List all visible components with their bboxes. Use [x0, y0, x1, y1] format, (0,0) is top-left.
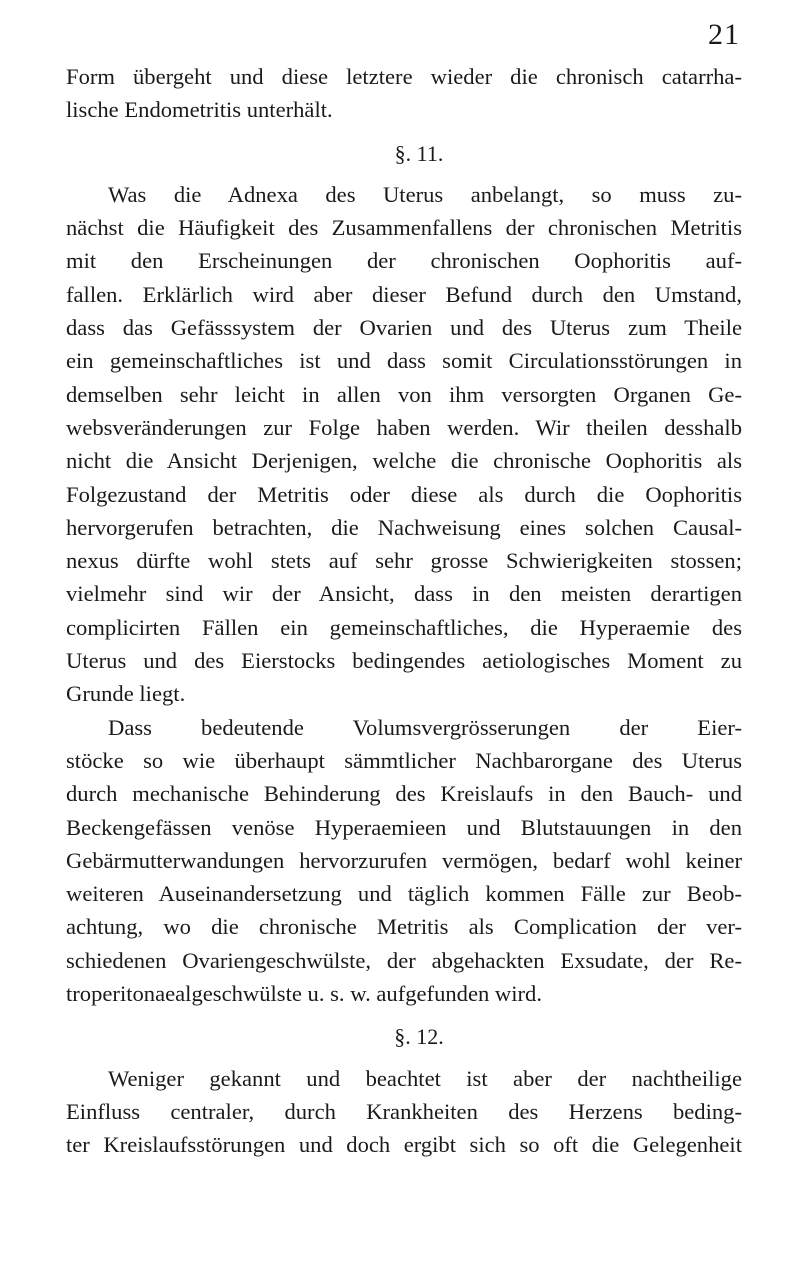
text-line: Form übergeht und diese letztere wieder die chronisch catarrha- [66, 64, 742, 89]
text-line: Folgezustand der Metritis oder diese als durch die Oophoritis [66, 481, 742, 507]
text-line: ein gemeinschaftliches ist und dass somit Circulationsstörungen in [66, 348, 742, 374]
text-line: achtung, wo die chronische Metritis als Complication der ver- [66, 914, 742, 940]
paragraph-intro [66, 60, 742, 127]
section-heading-11: §. 11. [394, 140, 444, 166]
text-line: nächst die Häufigkeit des Zusammenfallens der chronischen Metritis [66, 215, 742, 241]
text-line: Beckengefässen venöse Hyperaemieen und Blutstauungen in den [66, 814, 742, 840]
text-line: ter Kreislaufsstörungen und doch ergibt sich so oft die Gelegenheit [66, 1132, 742, 1158]
paragraph-11b [66, 711, 742, 1011]
text-line: schiedenen Ovariengeschwülste, der abgehackten Exsudate, der Re- [66, 947, 742, 973]
text-line: Grunde liegt. [66, 681, 186, 707]
text-line: Was die Adnexa des Uterus anbelangt, so muss zu- [108, 181, 742, 207]
text-line: Uterus und des Eierstocks bedingendes aetiologisches Moment zu [66, 648, 742, 674]
paragraph-12 [66, 1062, 742, 1162]
text-line: mit den Erscheinungen der chronischen Oophoritis auf- [66, 248, 742, 274]
paragraph-11a [66, 178, 742, 711]
text-line: dass das Gefässsystem der Ovarien und des Uterus zum Theile [66, 315, 742, 341]
text-line: fallen. Erklärlich wird aber dieser Befund durch den Umstand, [66, 281, 742, 307]
section-heading-12: §. 12. [394, 1024, 444, 1050]
text-line: weiteren Auseinandersetzung und täglich kommen Fälle zur Beob- [66, 881, 742, 907]
text-line: Gebärmutterwandungen hervorzurufen vermögen, bedarf wohl keiner [66, 847, 742, 873]
text-line: hervorgerufen betrachten, die Nachweisung eines solchen Causal- [66, 514, 742, 540]
text-line: stöcke so wie überhaupt sämmtlicher Nachbarorgane des Uterus [66, 747, 742, 773]
text-line: nexus dürfte wohl stets auf sehr grosse Schwierigkeiten stossen; [66, 548, 742, 574]
page-body [66, 60, 742, 1162]
page-number: 21 [708, 18, 740, 51]
text-line: nicht die Ansicht Derjenigen, welche die chronische Oophoritis als [66, 448, 742, 474]
text-line: websveränderungen zur Folge haben werden. Wir theilen desshalb [66, 414, 742, 440]
text-line: Dass bedeutende Volumsvergrösserungen der Eier- [108, 714, 742, 740]
text-line: demselben sehr leicht in allen von ihm versorgten Organen Ge- [66, 381, 742, 407]
text-line: Einfluss centraler, durch Krankheiten des Herzens beding- [66, 1098, 742, 1124]
text-line: vielmehr sind wir der Ansicht, dass in den meisten derartigen [66, 581, 742, 607]
text-line: complicirten Fällen ein gemeinschaftliches, die Hyperaemie des [66, 614, 742, 640]
text-line: troperitonaealgeschwülste u. s. w. aufgefunden wird. [66, 981, 542, 1007]
text-line: Weniger gekannt und beachtet ist aber der nachtheilige [108, 1065, 742, 1091]
text-line: durch mechanische Behinderung des Kreislaufs in den Bauch- und [66, 781, 742, 807]
text-line: lische Endometritis unterhält. [66, 97, 333, 123]
